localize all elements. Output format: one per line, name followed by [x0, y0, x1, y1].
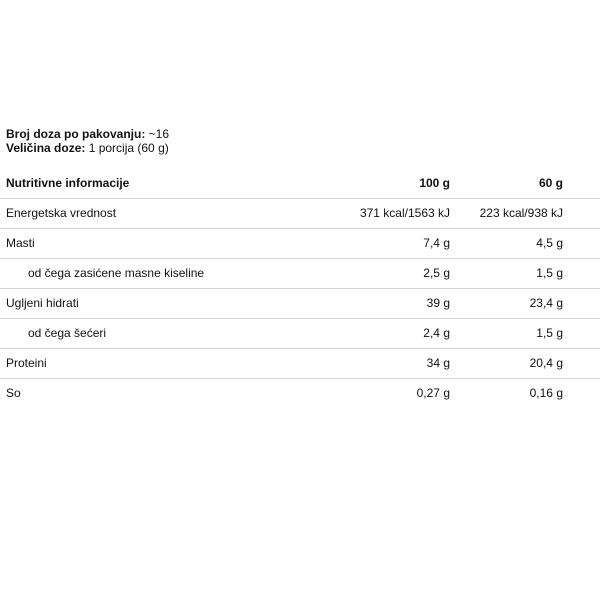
header-nutrition-info: Nutritivne informacije: [6, 176, 130, 190]
value-per-100g: 2,4 g: [423, 326, 450, 340]
value-per-60g: 4,5 g: [536, 236, 563, 250]
value-per-100g: 39 g: [426, 296, 450, 310]
table-row-carbohydrates: [0, 289, 600, 319]
doses-per-package: [6, 127, 169, 141]
value-per-60g: 1,5 g: [536, 326, 563, 340]
table-row-saturated-fat: [0, 259, 600, 289]
serving-size: [6, 141, 169, 155]
table-row-fat: [0, 229, 600, 259]
value-per-100g: 0,27 g: [416, 386, 450, 400]
value-per-60g: 1,5 g: [536, 266, 563, 280]
package-info: [6, 127, 169, 155]
value-per-100g: 7,4 g: [423, 236, 450, 250]
serving-label: Veličina doze:: [6, 141, 86, 155]
table-row-salt: [0, 379, 600, 408]
value-per-60g: 0,16 g: [529, 386, 563, 400]
header-per-100g: 100 g: [419, 176, 450, 190]
value-per-60g: 20,4 g: [529, 356, 563, 370]
table-header: [0, 169, 600, 199]
table-row-energy: [0, 199, 600, 229]
row-label: Proteini: [6, 356, 47, 370]
value-per-60g: 223 kcal/938 kJ: [479, 206, 563, 220]
value-per-100g: 2,5 g: [423, 266, 450, 280]
nutrition-table: [0, 169, 600, 408]
doses-label: Broj doza po pakovanju:: [6, 127, 146, 141]
value-per-100g: 371 kcal/1563 kJ: [359, 206, 450, 220]
table-row-sugars: [0, 319, 600, 349]
value-per-60g: 23,4 g: [529, 296, 563, 310]
serving-value: 1 porcija (60 g): [85, 141, 169, 155]
row-label: Ugljeni hidrati: [6, 296, 79, 310]
doses-value: ~16: [145, 127, 170, 141]
header-per-60g: 60 g: [538, 176, 563, 190]
row-label: Energetska vrednost: [6, 206, 117, 220]
row-label: od čega zasićene masne kiseline: [28, 266, 205, 280]
table-row-protein: [0, 349, 600, 379]
row-label: od čega šećeri: [28, 326, 107, 340]
row-label: Masti: [6, 236, 35, 250]
value-per-100g: 34 g: [426, 356, 450, 370]
row-label: So: [6, 386, 21, 400]
